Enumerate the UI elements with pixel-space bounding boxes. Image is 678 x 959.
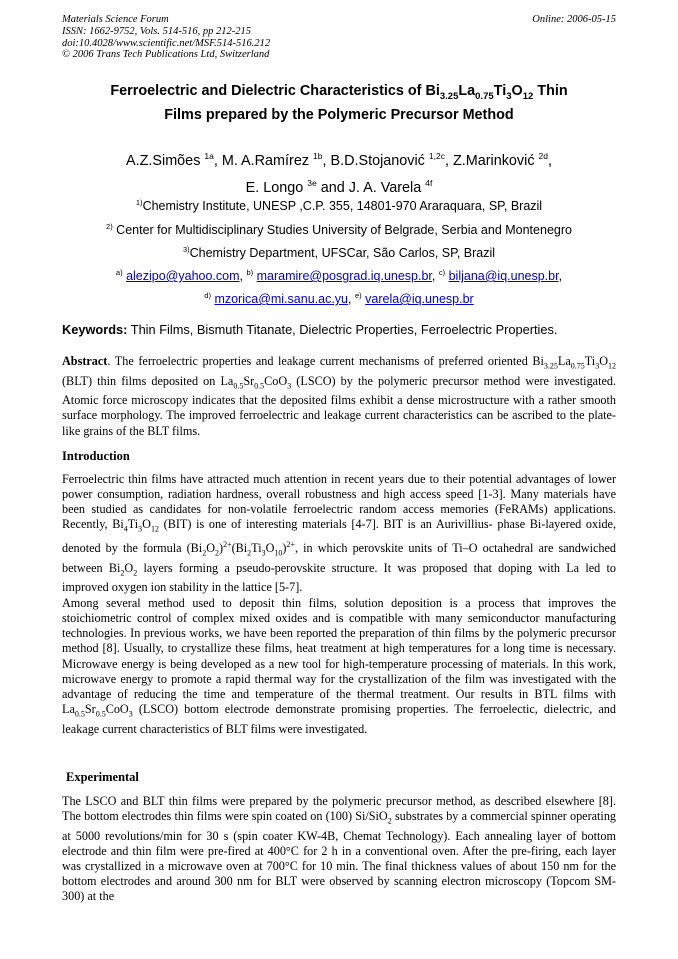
intro-text: ) xyxy=(219,541,224,556)
keywords-text: Thin Films, Bismuth Titanate, Dielectric Properties, Ferroelectric Properties. xyxy=(127,322,558,337)
email-link-d[interactable]: mzorica@mi.sanu.ac.yu xyxy=(214,292,349,307)
formula-subscript: 2 xyxy=(202,548,207,558)
intro-text: , in which perovskite units of Ti–O octahedral are sandwiched between Bi xyxy=(62,541,617,575)
abstract-text: La xyxy=(557,354,571,368)
author-name: A.Z.Simões xyxy=(126,152,205,169)
email-line-2: $^{d)}$ mzorica@mi.sanu.ac.yu, $^{e)}$ varela@iq.unesp.br xyxy=(204,291,474,307)
formula-superscript: 2+ xyxy=(286,540,295,550)
email-link-e[interactable]: varela@iq.unesp.br xyxy=(365,292,474,307)
intro-text: Ferroelectric thin films have attracted much attention in recent years due to their potential advantages of lower power consumption, radiation hardness, overall robustness and high access speed [1-3]. Many materials have been studied as candidates for non-volatile ferroelectric random access memories (FeRAMs) applications. Recently, Bi xyxy=(62,472,616,532)
title-subscript: 3.25 xyxy=(439,90,459,102)
formula-subscript: 3 xyxy=(261,548,266,558)
author-marker: 1,2c xyxy=(428,151,445,161)
title-subscript: 3 xyxy=(506,90,512,102)
formula-subscript: 10 xyxy=(274,548,283,558)
affiliation-1 xyxy=(62,195,616,214)
abstract-label: Abstract xyxy=(62,354,108,368)
abstract-paragraph xyxy=(62,354,616,439)
email-marker: b) xyxy=(246,268,254,277)
affiliation-text: Center for Multidisciplinary Studies University of Belgrade, Serbia and Montenegro xyxy=(112,223,572,238)
formula-subscript: 3 xyxy=(595,361,600,371)
introduction-paragraph-1 xyxy=(62,472,616,595)
intro-text: O xyxy=(265,541,275,556)
formula-subscript: 2 xyxy=(133,568,138,578)
formula-subscript: 0.75 xyxy=(570,361,585,371)
affiliation-marker: 1) xyxy=(135,198,143,207)
affiliation-2 xyxy=(62,219,616,238)
introduction-paragraph-2 xyxy=(62,596,616,737)
section-heading-experimental: Experimental xyxy=(66,770,139,784)
author-name: and J. A. Varela xyxy=(316,179,426,196)
formula-subscript: 2 xyxy=(215,548,220,558)
issn-line: ISSN: 1662-9752, Vols. 514-516, pp 212-215 xyxy=(62,25,251,37)
title-text: O xyxy=(511,83,523,99)
title-text: Thin xyxy=(533,83,568,99)
formula-subscript: 3.25 xyxy=(543,361,558,371)
title-subscript: 12 xyxy=(522,90,534,102)
abstract-text: (LSCO) by the polymeric precursor method were investigated. Atomic force microscopy indicates that the deposited films exhibit a dense microstructure with a rather smooth surface morphology. The improved ferroelectric and leakage current characteristics can be ascribed to the plate-like grains of the BLT films. xyxy=(62,373,617,438)
author-name: , B.D.Stojanović xyxy=(322,152,429,169)
email-marker: d) xyxy=(204,291,211,300)
intro-text: (Bi xyxy=(231,541,248,556)
author-separator: , xyxy=(547,152,552,169)
affiliation-text: Chemistry Institute, UNESP ,C.P. 355, 14801-970 Araraquara, SP, Brazil xyxy=(142,199,543,214)
section-heading-introduction: Introduction xyxy=(62,449,130,463)
email-link-a[interactable]: alezipo@yahoo.com xyxy=(126,269,240,284)
email-marker: e) xyxy=(354,291,362,300)
abstract-text: . The ferroelectric properties and leakage current mechanisms of preferred oriented Bi xyxy=(107,354,544,368)
experimental-text: The LSCO and BLT thin films were prepared by the polymeric precursor method, as described elsewhere [8]. The bottom electrodes thin films were spin coated on (100) Si/SiO xyxy=(62,794,616,824)
intro-text: layers forming a pseudo-perovskite structure. It was proposed that doping with La led to improved oxygen ion stability in the lattice [5-7]. xyxy=(62,560,616,595)
formula-subscript: 3 xyxy=(287,381,292,391)
experimental-text: substrates by a commercial spinner operating at 5000 revolutions/min for 30 s (spin coater KW-4B, Chemat Technology). Each annealing layer of bottom electrode and thin film were pre-fired at 400°C for 2 h in a conventional oven. After the pre-firing, each layer was crystallized in a microwave oven at 700°C for 10 min. The final thickness values of about 150 nm for the bottom electrodes and around 300 nm for BLT were observed by scanning electron microscopy (Topcom SM-300) at the xyxy=(62,809,617,904)
intro-text: (BIT) is one of interesting materials [4-7]. BIT is an Aurivillius- phase Bi-layered oxide, denoted by the formula (Bi xyxy=(62,517,617,556)
formula-subscript: 0.5 xyxy=(254,381,265,391)
author-name: , M. A.Ramírez xyxy=(213,152,314,169)
title-text: Ferroelectric and Dielectric Characteristics of Bi xyxy=(110,83,440,99)
formula-subscript: 4 xyxy=(123,524,128,534)
paper-title xyxy=(62,82,616,124)
abstract-text: (BLT) thin films deposited on La xyxy=(62,373,234,388)
title-text: Ti xyxy=(493,83,507,99)
intro-text: O xyxy=(124,560,134,575)
formula-subscript: 12 xyxy=(608,361,616,371)
formula-subscript: 3 xyxy=(138,524,143,534)
author-list xyxy=(62,145,616,199)
intro-text: Sr xyxy=(84,702,96,717)
title-subscript: 0.75 xyxy=(475,90,494,102)
abstract-text: Sr xyxy=(243,373,255,388)
journal-name: Materials Science Forum xyxy=(62,14,169,25)
affiliation-marker: 3) xyxy=(182,245,190,254)
formula-subscript: 0.5 xyxy=(74,709,85,719)
author-marker: 4f xyxy=(425,177,433,188)
formula-subscript: 2 xyxy=(247,548,252,558)
affiliation-marker: 2) xyxy=(106,222,113,231)
title-line-2: Films prepared by the Polymeric Precursor Method xyxy=(164,106,514,123)
affiliation-text: Chemistry Department, UFSCar, São Carlos, SP, Brazil xyxy=(189,246,496,261)
intro-text: O xyxy=(206,541,216,556)
author-name: , Z.Marinković xyxy=(444,152,539,169)
online-date: Online: 2006-05-15 xyxy=(532,14,616,25)
intro-text: ) xyxy=(282,541,287,556)
experimental-paragraph xyxy=(62,794,616,905)
email-link-b[interactable]: maramire@posgrad.iq.unesp.br xyxy=(256,269,432,284)
intro-text: Ti xyxy=(251,541,262,556)
abstract-text: Ti xyxy=(584,354,596,368)
formula-subscript: 2 xyxy=(120,568,125,578)
email-link-c[interactable]: biljana@iq.unesp.br xyxy=(448,269,559,284)
author-marker: 2d xyxy=(538,151,548,161)
copyright-line: © 2006 Trans Tech Publications Ltd, Switzerland xyxy=(62,49,270,61)
intro-text: Among several method used to deposit thin films, solution deposition is a process that improves the stoichiometric control of complex mixed oxides and is compatible with many semiconductor manufacturing technologies. In previous works, we have been reported the preparation of thin films by the polymeric precursor method [8]. Usually, to crystallize these films, heat treatment at high temperatures for a long time is necessary. Microwave energy is being developed as a new tool for high-temperature processing of materials. In this work, microwave energy to promote a rapid thermal way for the crystallization of the film was investigated with the advantage of reducing the time and temperature of the thermal treatment. Our results in BTL films with La xyxy=(62,596,616,717)
email-marker: a) xyxy=(115,268,123,277)
formula-subscript: 0.5 xyxy=(95,709,106,719)
author-name: E. Longo xyxy=(245,179,308,196)
author-marker: 1b xyxy=(313,151,323,161)
intro-text: CoO xyxy=(105,702,129,717)
email-marker: c) xyxy=(438,268,446,277)
author-marker: 3e xyxy=(307,177,317,188)
doi-line: doi:10.4028/www.scientific.net/MSF.514-516.212 xyxy=(62,37,271,49)
keywords-label: Keywords: xyxy=(62,322,128,337)
email-line-1: $^{a)}$ alezipo@yahoo.com, $^{b)}$ maramire@posgrad.iq.unesp.br, $^{c)}$ biljana@iq.unesp.br, xyxy=(115,268,563,284)
author-marker: 1a xyxy=(204,151,214,161)
formula-superscript: 2+ xyxy=(223,540,232,550)
intro-text: O xyxy=(142,517,151,532)
formula-subscript: 2 xyxy=(387,816,392,826)
formula-subscript: 0.5 xyxy=(233,381,244,391)
keywords xyxy=(62,322,616,338)
affiliation-3 xyxy=(62,242,616,261)
journal-header xyxy=(62,14,616,61)
abstract-text: O xyxy=(599,354,608,368)
formula-subscript: 3 xyxy=(128,709,133,719)
intro-text: Ti xyxy=(127,517,139,532)
abstract-text: CoO xyxy=(264,373,288,388)
title-text: La xyxy=(458,83,476,99)
formula-subscript: 12 xyxy=(150,524,159,534)
intro-text: (LSCO) bottom electrode demonstrate promising properties. The ferroelectic, dielectric, and leakage current characteristics of BLT films were investigated. xyxy=(62,702,616,736)
